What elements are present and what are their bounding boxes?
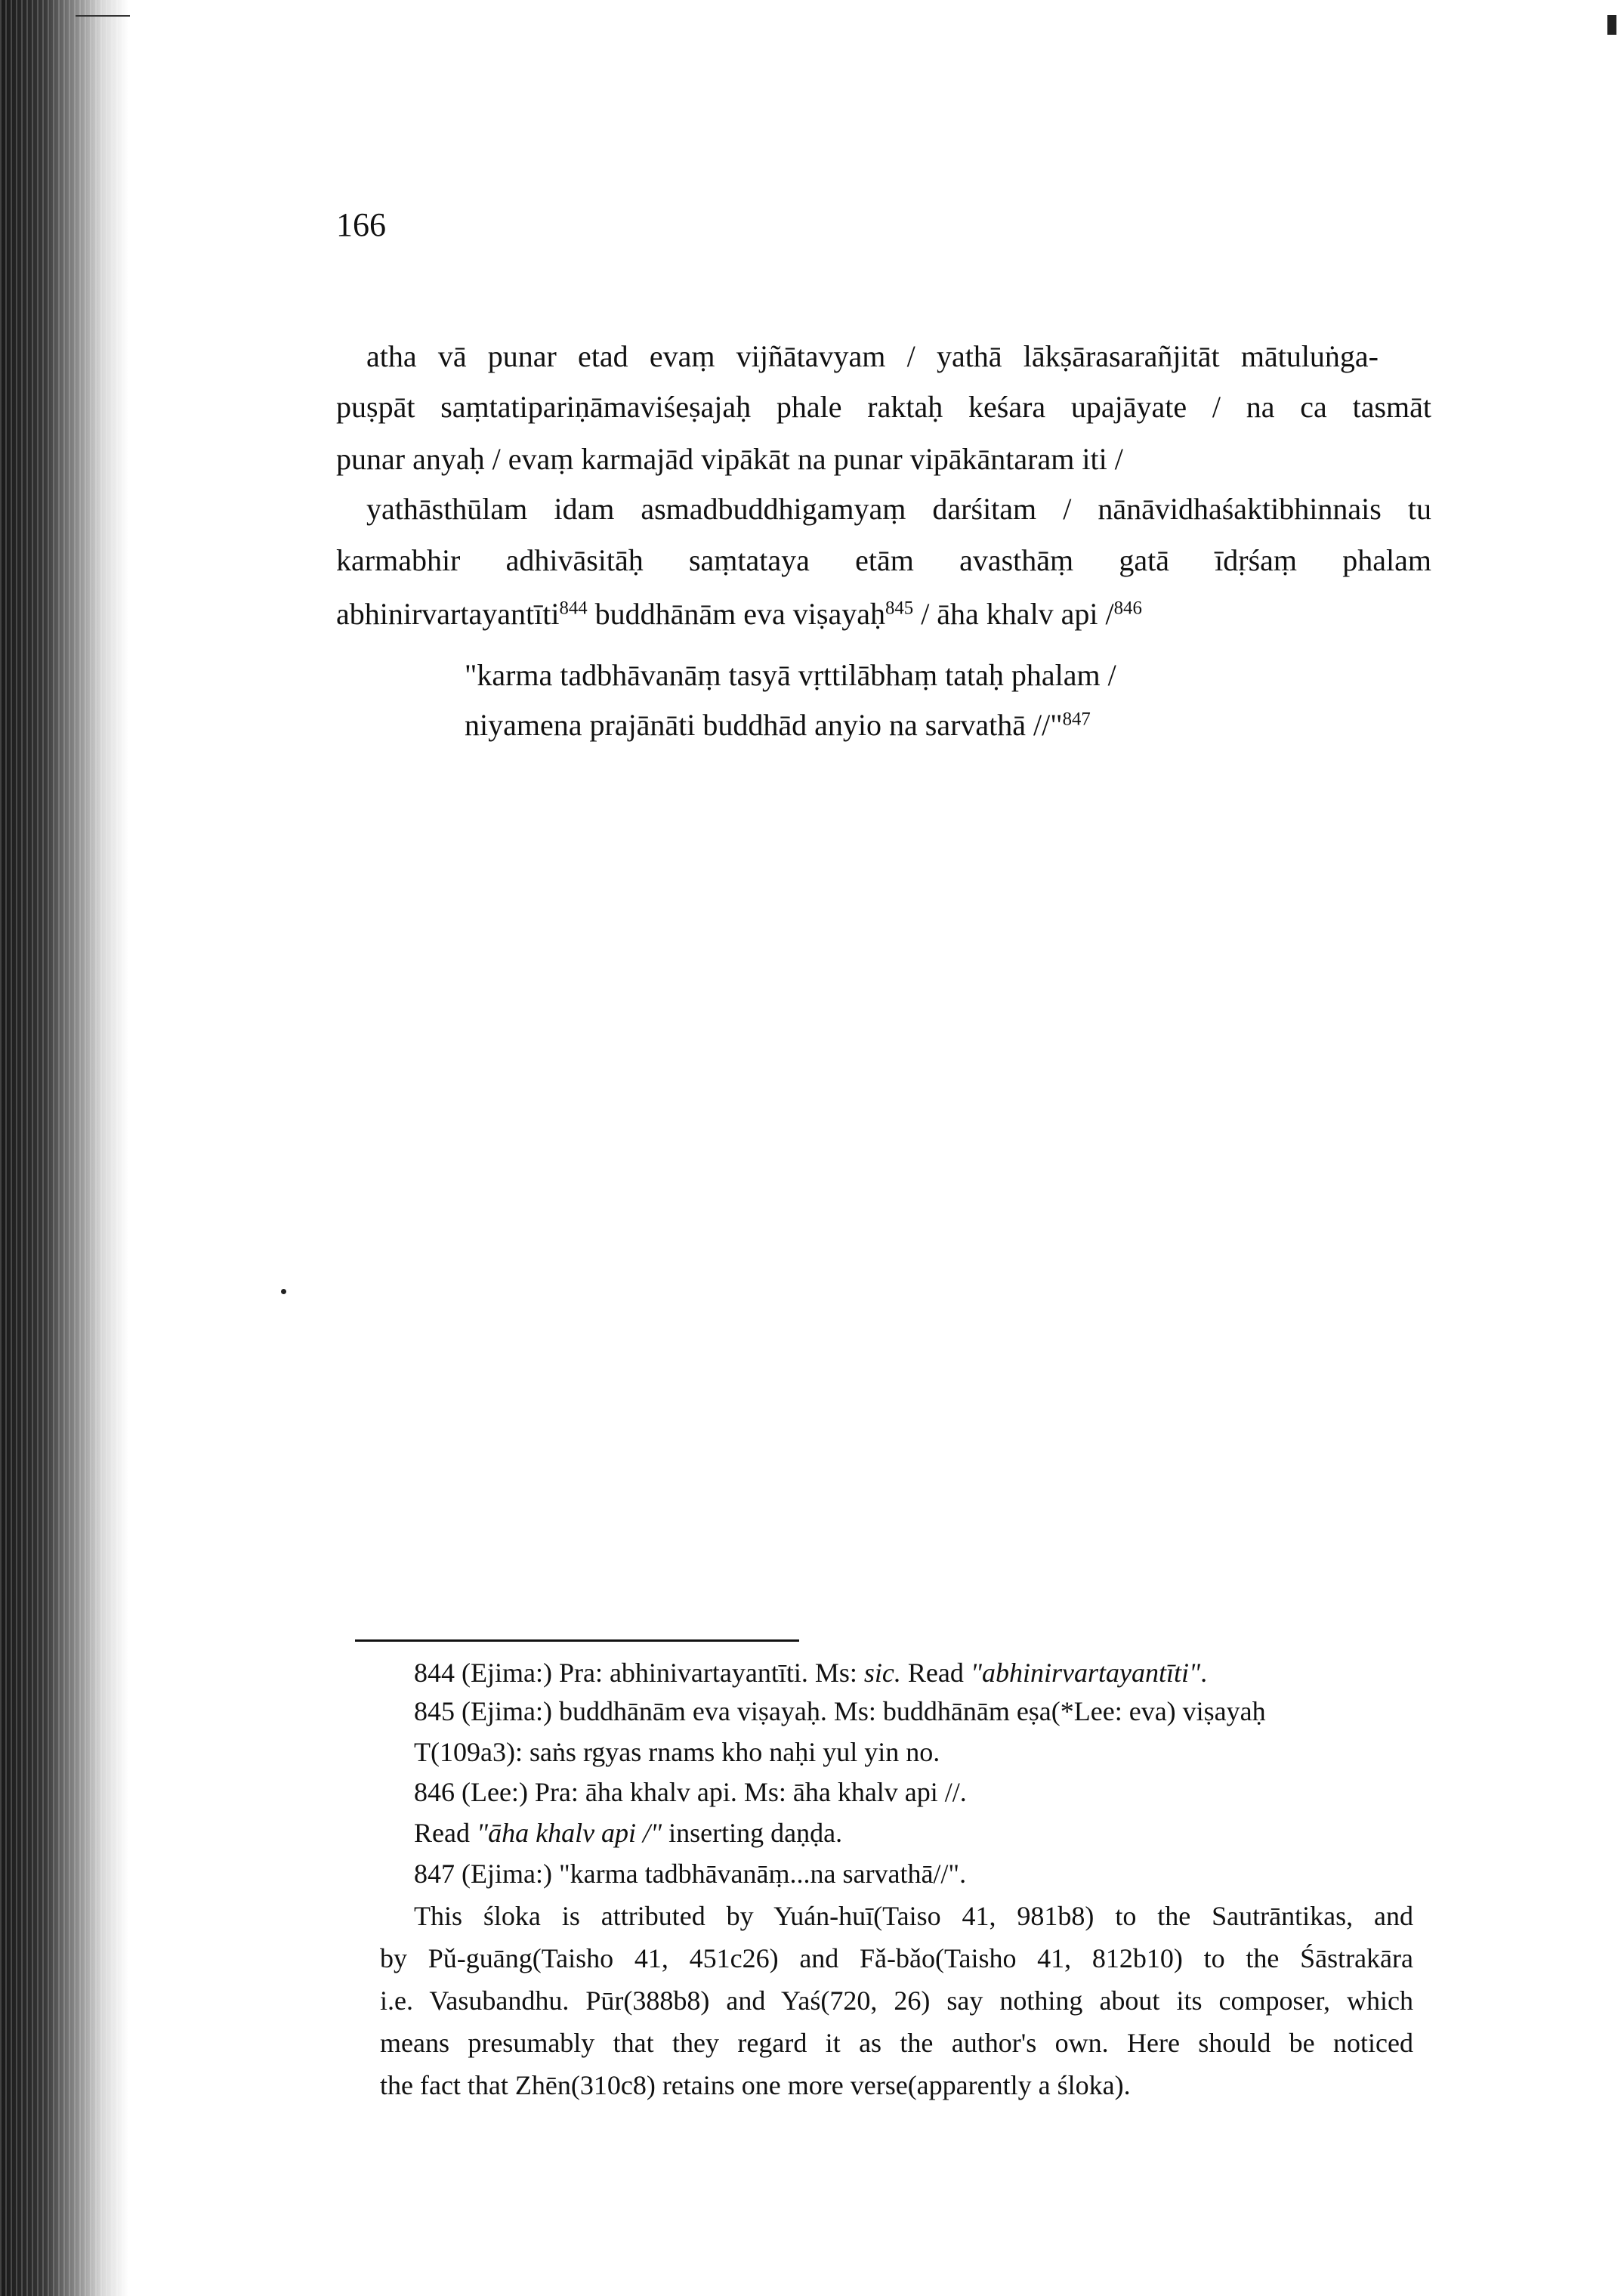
- fn844-sic: sic.: [863, 1658, 901, 1688]
- footnote-ref-847: 847: [1062, 709, 1091, 730]
- footnote-846-line-2: [414, 1819, 842, 1846]
- main-text-line-6: [336, 599, 1142, 629]
- footnote-rule: [355, 1639, 799, 1642]
- page-number: 166: [336, 206, 386, 243]
- fn846-rest: inserting daṇḍa.: [662, 1818, 843, 1848]
- fn844-prefix: 844 (Ejima:) Pra: abhinivartayantīti. Ms:: [414, 1658, 864, 1688]
- footnote-847-para-line-5: the fact that Zhēn(310c8) retains one more verse(apparently a śloka).: [380, 2070, 1131, 2100]
- footnote-846-line-1: 846 (Lee:) Pra: āha khalv api. Ms: āha khalv api //.: [414, 1777, 967, 1807]
- fn844-reading: "abhinirvartayantīti": [970, 1658, 1201, 1688]
- line6-text-c: / āha khalv api /: [913, 597, 1114, 631]
- footnote-ref-846: 846: [1113, 598, 1142, 619]
- footnote-847-para-line-1: This śloka is attributed by Yuán-huī(Taiso 41, 981b8) to the Sautrāntikas, and: [414, 1901, 1413, 1931]
- verse-line-2: [465, 710, 1091, 740]
- footnote-845-line-2: T(109a3): saṅs rgyas rnams kho naḥi yul yin no.: [414, 1737, 940, 1767]
- main-text-line-4: yathāsthūlam idam asmadbuddhigamyaṃ darśitam / nānāvidhaśaktibhinnais tu: [366, 492, 1431, 526]
- verse-line-2-text: niyamena prajānāti buddhād anyio na sarvathā //": [465, 708, 1063, 742]
- footnote-847-para-line-2: by Pǔ-guāng(Taisho 41, 451c26) and Fǎ-bǎo(Taisho 41, 812b10) to the Śāstrakāra: [380, 1943, 1413, 1973]
- scan-binding-edge: [0, 0, 128, 2296]
- footnote-847-line-1: 847 (Ejima:) "karma tadbhāvanāṃ...na sarvathā//".: [414, 1859, 967, 1889]
- footnote-845-line-1: 845 (Ejima:) buddhānām eva viṣayaḥ. Ms: buddhānām eṣa(*Lee: eva) viṣayaḥ: [414, 1696, 1266, 1726]
- footnote-847-para-line-3: i.e. Vasubandhu. Pūr(388b8) and Yaś(720, 26) say nothing about its composer, which: [380, 1985, 1413, 2016]
- fn846-reading: "āha khalv api /": [476, 1818, 662, 1848]
- main-text-line-1: atha vā punar etad evaṃ vijñātavyam / yathā lākṣārasarañjitāt mātuluṅga-: [366, 339, 1379, 373]
- footnote-847-para-line-4: means presumably that they regard it as the author's own. Here should be noticed: [380, 2028, 1413, 2058]
- fn844-end: .: [1200, 1658, 1208, 1688]
- main-text-line-5: karmabhir adhivāsitāḥ saṃtataya etām avasthāṃ gatā īdṛśaṃ phalam: [336, 543, 1431, 577]
- line6-text-b: buddhānām eva viṣayaḥ: [587, 597, 885, 631]
- footnote-844: [414, 1659, 1207, 1686]
- scan-corner-mark: [1607, 15, 1616, 35]
- scan-top-rule: [76, 15, 130, 17]
- line6-text-a: abhinirvartayantīti: [336, 597, 560, 631]
- fn844-read: Read: [900, 1658, 971, 1688]
- fn846-read: Read: [414, 1818, 477, 1848]
- main-text-line-3: punar anyaḥ / evaṃ karmajād vipākāt na punar vipākāntaram iti /: [336, 442, 1123, 476]
- footnote-ref-844: 844: [559, 598, 588, 619]
- scan-speck: [281, 1289, 286, 1294]
- verse-line-1: "karma tadbhāvanāṃ tasyā vṛttilābhaṃ tataḥ phalam /: [465, 658, 1116, 692]
- footnote-ref-845: 845: [885, 598, 914, 619]
- main-text-line-2: puṣpāt saṃtatipariṇāmaviśeṣajaḥ phale raktaḥ keśara upajāyate / na ca tasmāt: [336, 390, 1431, 424]
